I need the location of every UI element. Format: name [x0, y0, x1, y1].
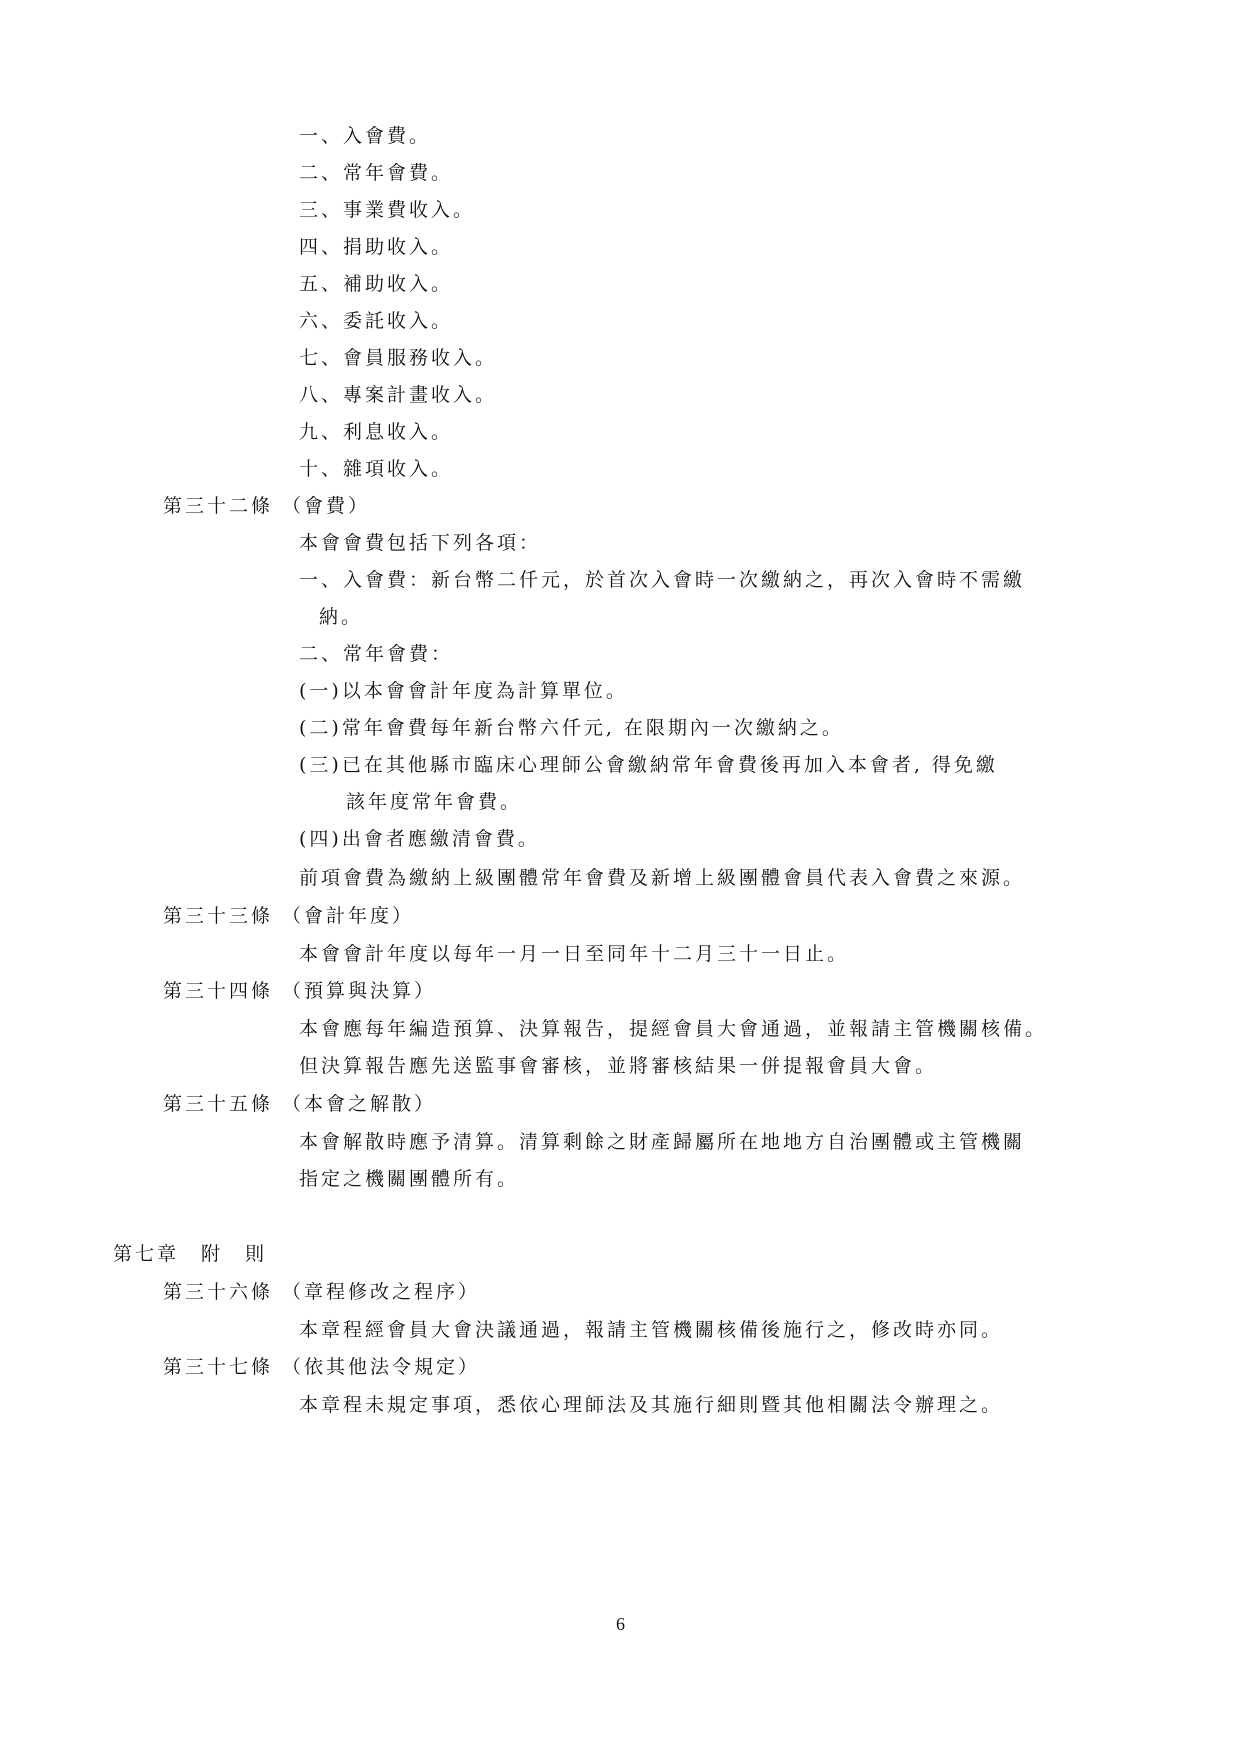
article-text: 本會會計年度以每年一月一日至同年十二月三十一日止。: [299, 943, 850, 965]
article-text: 納。: [319, 606, 364, 628]
chapter-title: 第七章 附 則: [113, 1243, 268, 1265]
article-text: (一)以本會會計年度為計算單位。: [299, 680, 628, 702]
article-text: 一、入會費：新台幣二仟元，於首次入會時一次繳納之，再次入會時不需繳: [299, 569, 1026, 591]
article-text: 二、常年會費：: [299, 643, 454, 665]
income-item: 一、入會費。: [299, 125, 432, 147]
article-heading: 第三十四條 （預算與決算）: [163, 980, 437, 1002]
article-heading: 第三十五條 （本會之解散）: [163, 1093, 437, 1115]
income-item: 四、捐助收入。: [299, 236, 454, 258]
article-text: (三)已在其他縣市臨床心理師公會繳納常年會費後再加入本會者, 得免繳: [299, 754, 998, 776]
article-text: 本會會費包括下列各項：: [299, 532, 542, 554]
article-text: (四)出會者應繳清會費。: [299, 828, 540, 850]
article-text: 該年度常年會費。: [346, 791, 523, 813]
income-item: 七、會員服務收入。: [299, 347, 498, 369]
income-item: 八、專案計畫收入。: [299, 384, 498, 406]
article-heading: 第三十六條 （章程修改之程序）: [163, 1281, 481, 1303]
article-text: 本會應每年編造預算、決算報告，提經會員大會通過，並報請主管機關核備。: [299, 1018, 1048, 1040]
article-heading: 第三十三條 （會計年度）: [163, 905, 415, 927]
income-item: 十、雜項收入。: [299, 458, 454, 480]
income-item: 六、委託收入。: [299, 310, 454, 332]
article-text: 本章程經會員大會決議通過，報請主管機關核備後施行之，修改時亦同。: [299, 1319, 1004, 1341]
income-item: 二、常年會費。: [299, 162, 454, 184]
page-number: 6: [616, 1614, 625, 1634]
income-item: 三、事業費收入。: [299, 199, 476, 221]
article-text: (二)常年會費每年新台幣六仟元, 在限期內一次繳納之。: [299, 717, 844, 739]
article-text: 本章程未規定事項，悉依心理師法及其施行細則暨其他相關法令辦理之。: [299, 1394, 1004, 1416]
income-item: 九、利息收入。: [299, 421, 454, 443]
article-text: 本會解散時應予清算。清算剩餘之財產歸屬所在地地方自治團體或主管機關: [299, 1131, 1026, 1153]
article-heading: 第三十七條 （依其他法令規定）: [163, 1356, 481, 1378]
article-heading: 第三十二條 （會費）: [163, 495, 371, 517]
article-text: 指定之機關團體所有。: [299, 1168, 520, 1190]
article-text: 前項會費為繳納上級團體常年會費及新增上級團體會員代表入會費之來源。: [299, 867, 1026, 889]
income-item: 五、補助收入。: [299, 273, 454, 295]
article-text: 但決算報告應先送監事會審核，並將審核結果一併提報會員大會。: [299, 1055, 938, 1077]
